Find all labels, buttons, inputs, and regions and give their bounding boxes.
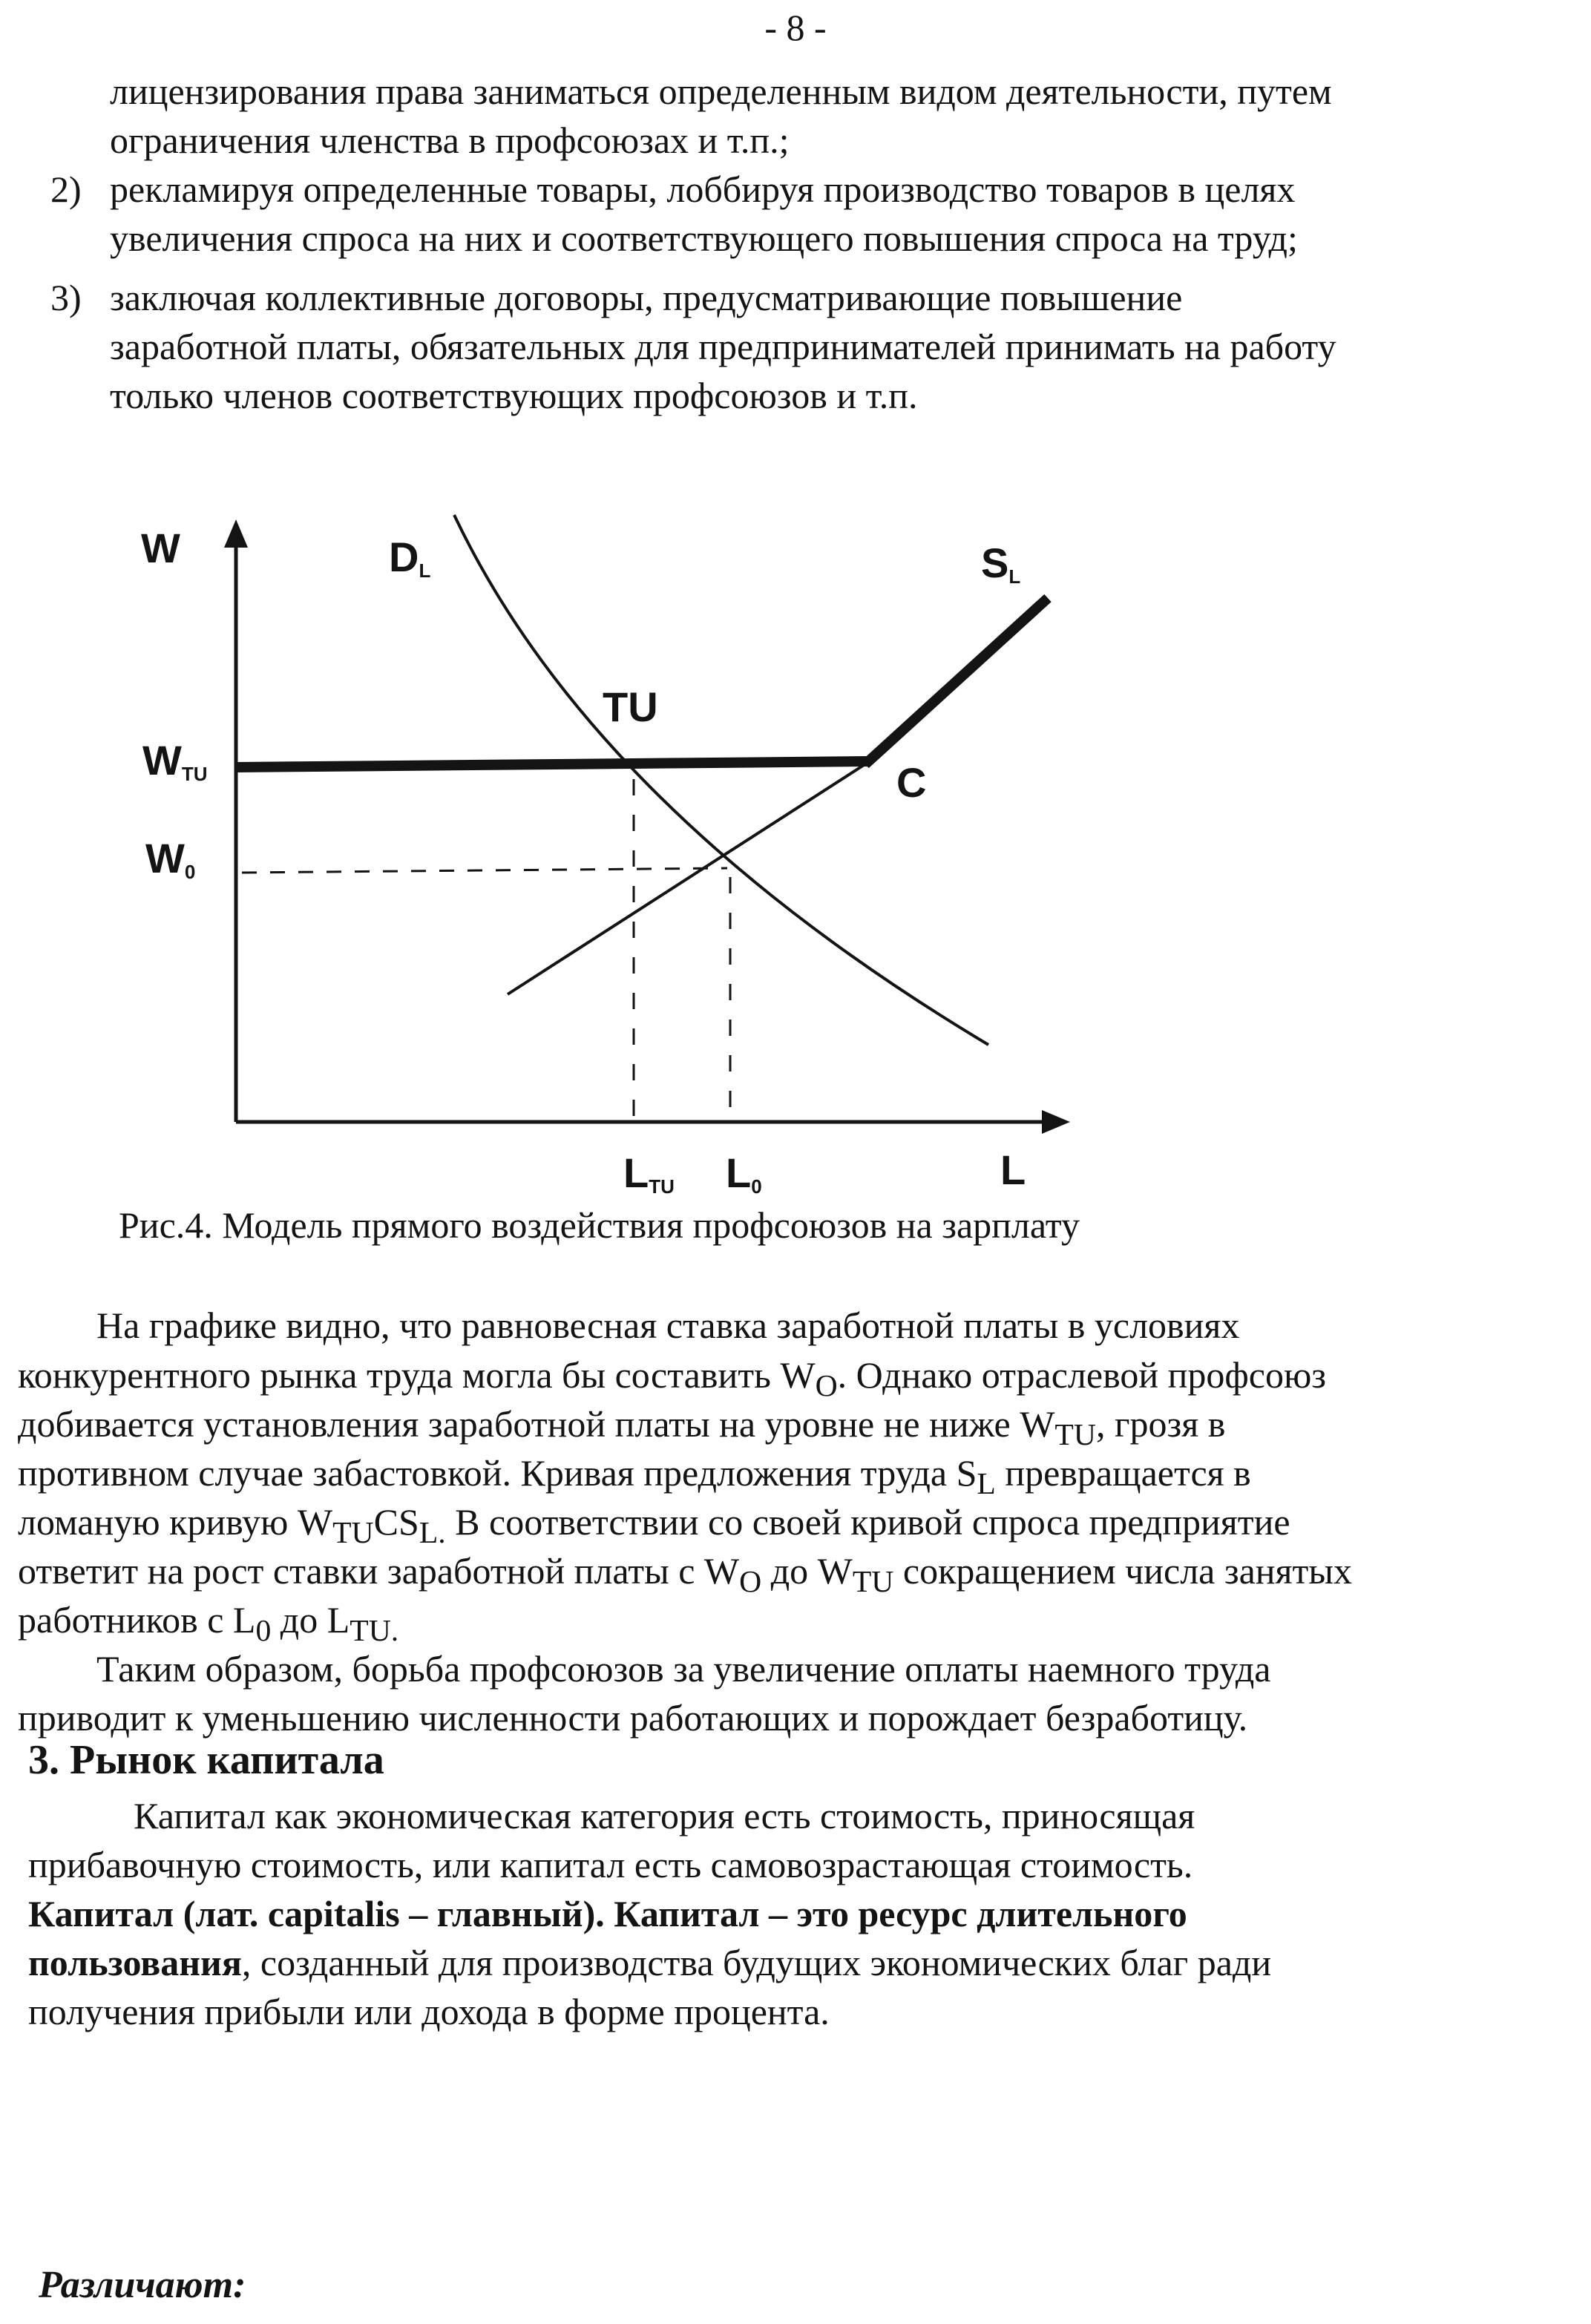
supply-curve-upper — [865, 598, 1048, 764]
figure-caption: Рис.4. Модель прямого воздействия профсоюзов на зарплату — [119, 1204, 1080, 1246]
l-0-label: L0 — [726, 1149, 762, 1198]
list-item-number: 3) — [50, 277, 82, 318]
list-item-text: рекламируя определенные товары, лоббируя производство товаров в целях — [110, 168, 1296, 210]
paragraph-line: На графике видно, что равновесная ставка заработной платы в условиях — [96, 1304, 1240, 1346]
list-continuation-line: лицензирования права заниматься определенным видом деятельности, путем — [110, 70, 1332, 112]
paragraph-line: ломаную кривую $W_{TU}CS_{L.}$ В соответствии со своей кривой спроса предприятие — [18, 1501, 1290, 1550]
y-axis-label: W — [141, 525, 180, 571]
list-item-text: увеличения спроса на них и соответствующего повышения спроса на труд; — [110, 217, 1298, 259]
paragraph-line: конкурентного рынка труда могла бы составить $W_O$. Однако отраслевой профсоюз — [18, 1354, 1327, 1403]
demand-label: DL — [389, 534, 431, 582]
x-axis-label: L — [1000, 1146, 1026, 1193]
definition-line: получения прибыли или дохода в форме процента. — [28, 1991, 830, 2032]
point-c-label: C — [896, 759, 927, 806]
section-heading: 3. Рынок капитала — [28, 1737, 384, 1783]
definition-line: Капитал (лат. capitalis – главный). Капитал – это ресурс длительного — [28, 1893, 1187, 1934]
definition-line: пользования, созданный для производства будущих экономических благ ради — [28, 1942, 1272, 1983]
union-wage-line — [236, 761, 870, 767]
list-item-text: заработной платы, обязательных для предпринимателей принимать на работу — [110, 326, 1336, 367]
supply-curve — [508, 761, 870, 994]
point-tu-label: TU — [603, 683, 658, 730]
list-continuation-line: ограничения членства в профсоюзах и т.п.; — [110, 119, 790, 161]
paragraph-line: работников с $L_0$ до $L_{TU.}$ — [18, 1599, 399, 1648]
page-number: - 8 - — [764, 7, 827, 48]
paragraph-line: приводит к уменьшению численности работающих и порождает безработицу. — [18, 1697, 1248, 1739]
distinguish-label: Различают: — [39, 2264, 246, 2306]
paragraph-line: прибавочную стоимость, или капитал есть самовозрастающая стоимость. — [28, 1844, 1193, 1885]
list-item-text: только членов соответствующих профсоюзов и т.п. — [110, 375, 918, 416]
supply-label: SL — [981, 539, 1021, 588]
paragraph-line: добивается установления заработной платы на уровне не ниже $W_{TU}$, грозя в — [18, 1403, 1226, 1452]
w-0-label: W0 — [145, 835, 196, 883]
paragraph-line: Таким образом, борьба профсоюзов за увеличение оплаты наемного труда — [96, 1648, 1271, 1690]
list-item-text: заключая коллективные договоры, предусматривающие повышение — [110, 277, 1183, 318]
list-item-number: 2) — [50, 168, 82, 210]
w0-dashed-line — [242, 868, 727, 873]
paragraph-line: ответит на рост ставки заработной платы с $W_O$ до $W_{TU}$ сокращением числа занятых — [18, 1550, 1352, 1599]
paragraph-line: Капитал как экономическая категория есть стоимость, приносящая — [134, 1795, 1195, 1836]
y-axis-arrow-icon — [224, 519, 248, 548]
l-tu-label: LTU — [623, 1149, 675, 1198]
w-tu-label: WTU — [142, 737, 208, 785]
paragraph-line: противном случае забастовкой. Кривая предложения труда $S_L$ превращается в — [18, 1452, 1251, 1501]
x-axis-arrow-icon — [1042, 1110, 1070, 1134]
